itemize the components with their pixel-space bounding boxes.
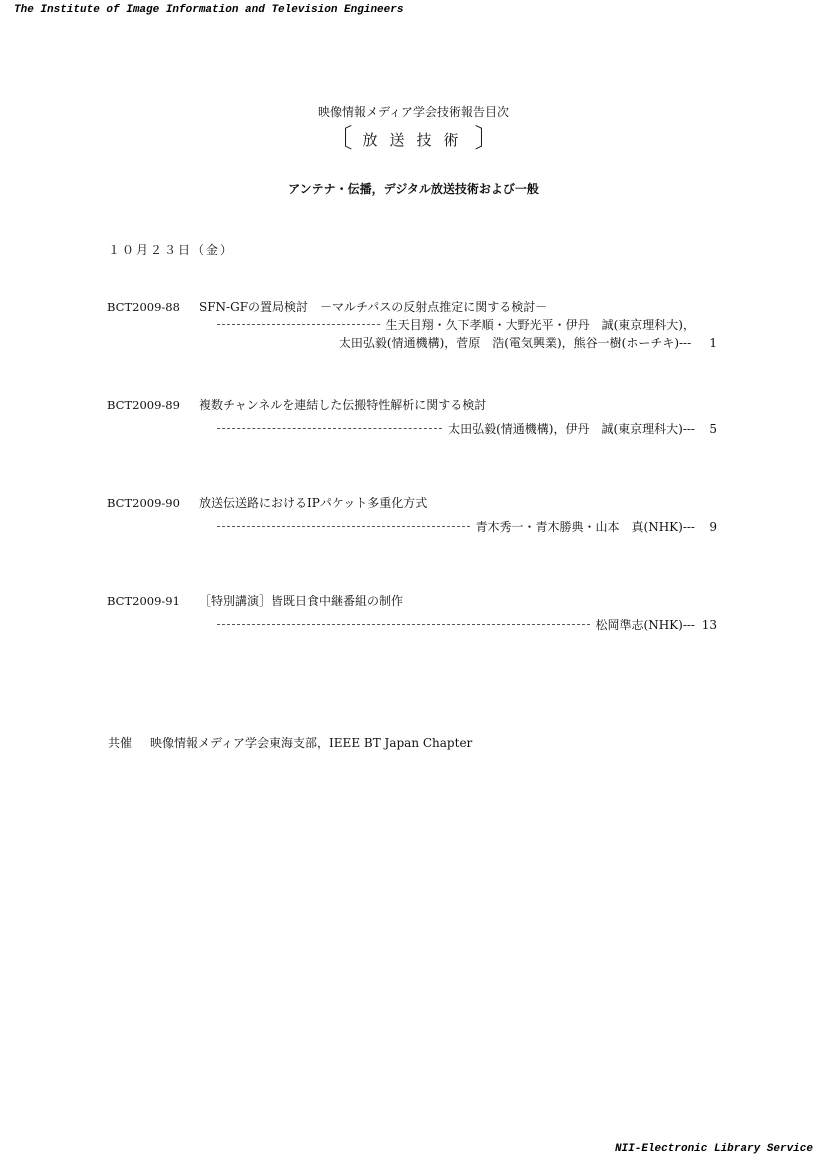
sponsor-text: 映像情報メディア学会東海支部，IEEE BT Japan Chapter — [150, 736, 473, 750]
journal-header: The Institute of Image Information and Television Engineers — [14, 4, 404, 16]
entry-id: BCT2009-90 — [107, 496, 180, 510]
library-footer: NII-Electronic Library Service — [614, 1143, 813, 1155]
entry-id: BCT2009-88 — [107, 300, 180, 314]
dot-leader — [217, 428, 442, 429]
entry-authors: 太田弘毅(情通機構)，伊丹 誠(東京理科大)--- — [448, 422, 695, 436]
section-heading — [0, 126, 827, 152]
subject-heading: アンテナ・伝播，デジタル放送技術および一般 — [288, 182, 539, 196]
toc-entry — [107, 396, 717, 438]
entry-authors-continued: 太田弘毅(情通機構)，菅原 浩(電気興業)，熊谷一樹(ホーチキ)--- — [338, 336, 692, 350]
entry-page[interactable]: 9 — [709, 520, 717, 534]
dot-leader — [217, 324, 380, 325]
entry-authors: 青木秀一・青木勝典・山本 真(NHK)--- — [475, 520, 695, 534]
right-bracket-icon: 〕 — [474, 124, 501, 154]
dot-leader — [217, 526, 470, 527]
entry-authors: 生天目翔・久下孝順・大野光平・伊丹 誠(東京理科大)， — [385, 318, 695, 332]
sponsor-line — [108, 734, 472, 751]
sponsor-label: 共催 — [108, 736, 133, 750]
report-title: 映像情報メディア学会技術報告目次 — [317, 105, 510, 119]
entry-title[interactable]: SFN-GFの置局検討 －マルチパスの反射点推定に関する検討－ — [199, 300, 548, 314]
dot-leader — [217, 624, 590, 625]
entry-title[interactable]: 放送伝送路におけるIPパケット多重化方式 — [199, 496, 428, 510]
section-label: 放送技術 — [362, 130, 471, 149]
entry-page[interactable]: 1 — [709, 336, 717, 350]
entry-title[interactable]: ［特別講演］皆既日食中継番組の制作 — [199, 594, 404, 608]
entry-id: BCT2009-91 — [107, 594, 180, 608]
meeting-date: １０月２３日（金） — [108, 243, 235, 257]
toc-entry — [107, 592, 717, 634]
entry-page[interactable]: 13 — [701, 618, 717, 632]
toc-entry — [107, 298, 717, 352]
entry-authors: 松岡準志(NHK)--- — [595, 618, 695, 632]
entry-title[interactable]: 複数チャンネルを連結した伝搬特性解析に関する検討 — [199, 398, 487, 412]
entry-id: BCT2009-89 — [107, 398, 180, 412]
left-bracket-icon: 〔 — [326, 124, 353, 154]
entry-page[interactable]: 5 — [709, 422, 717, 436]
toc-entry — [107, 494, 717, 536]
